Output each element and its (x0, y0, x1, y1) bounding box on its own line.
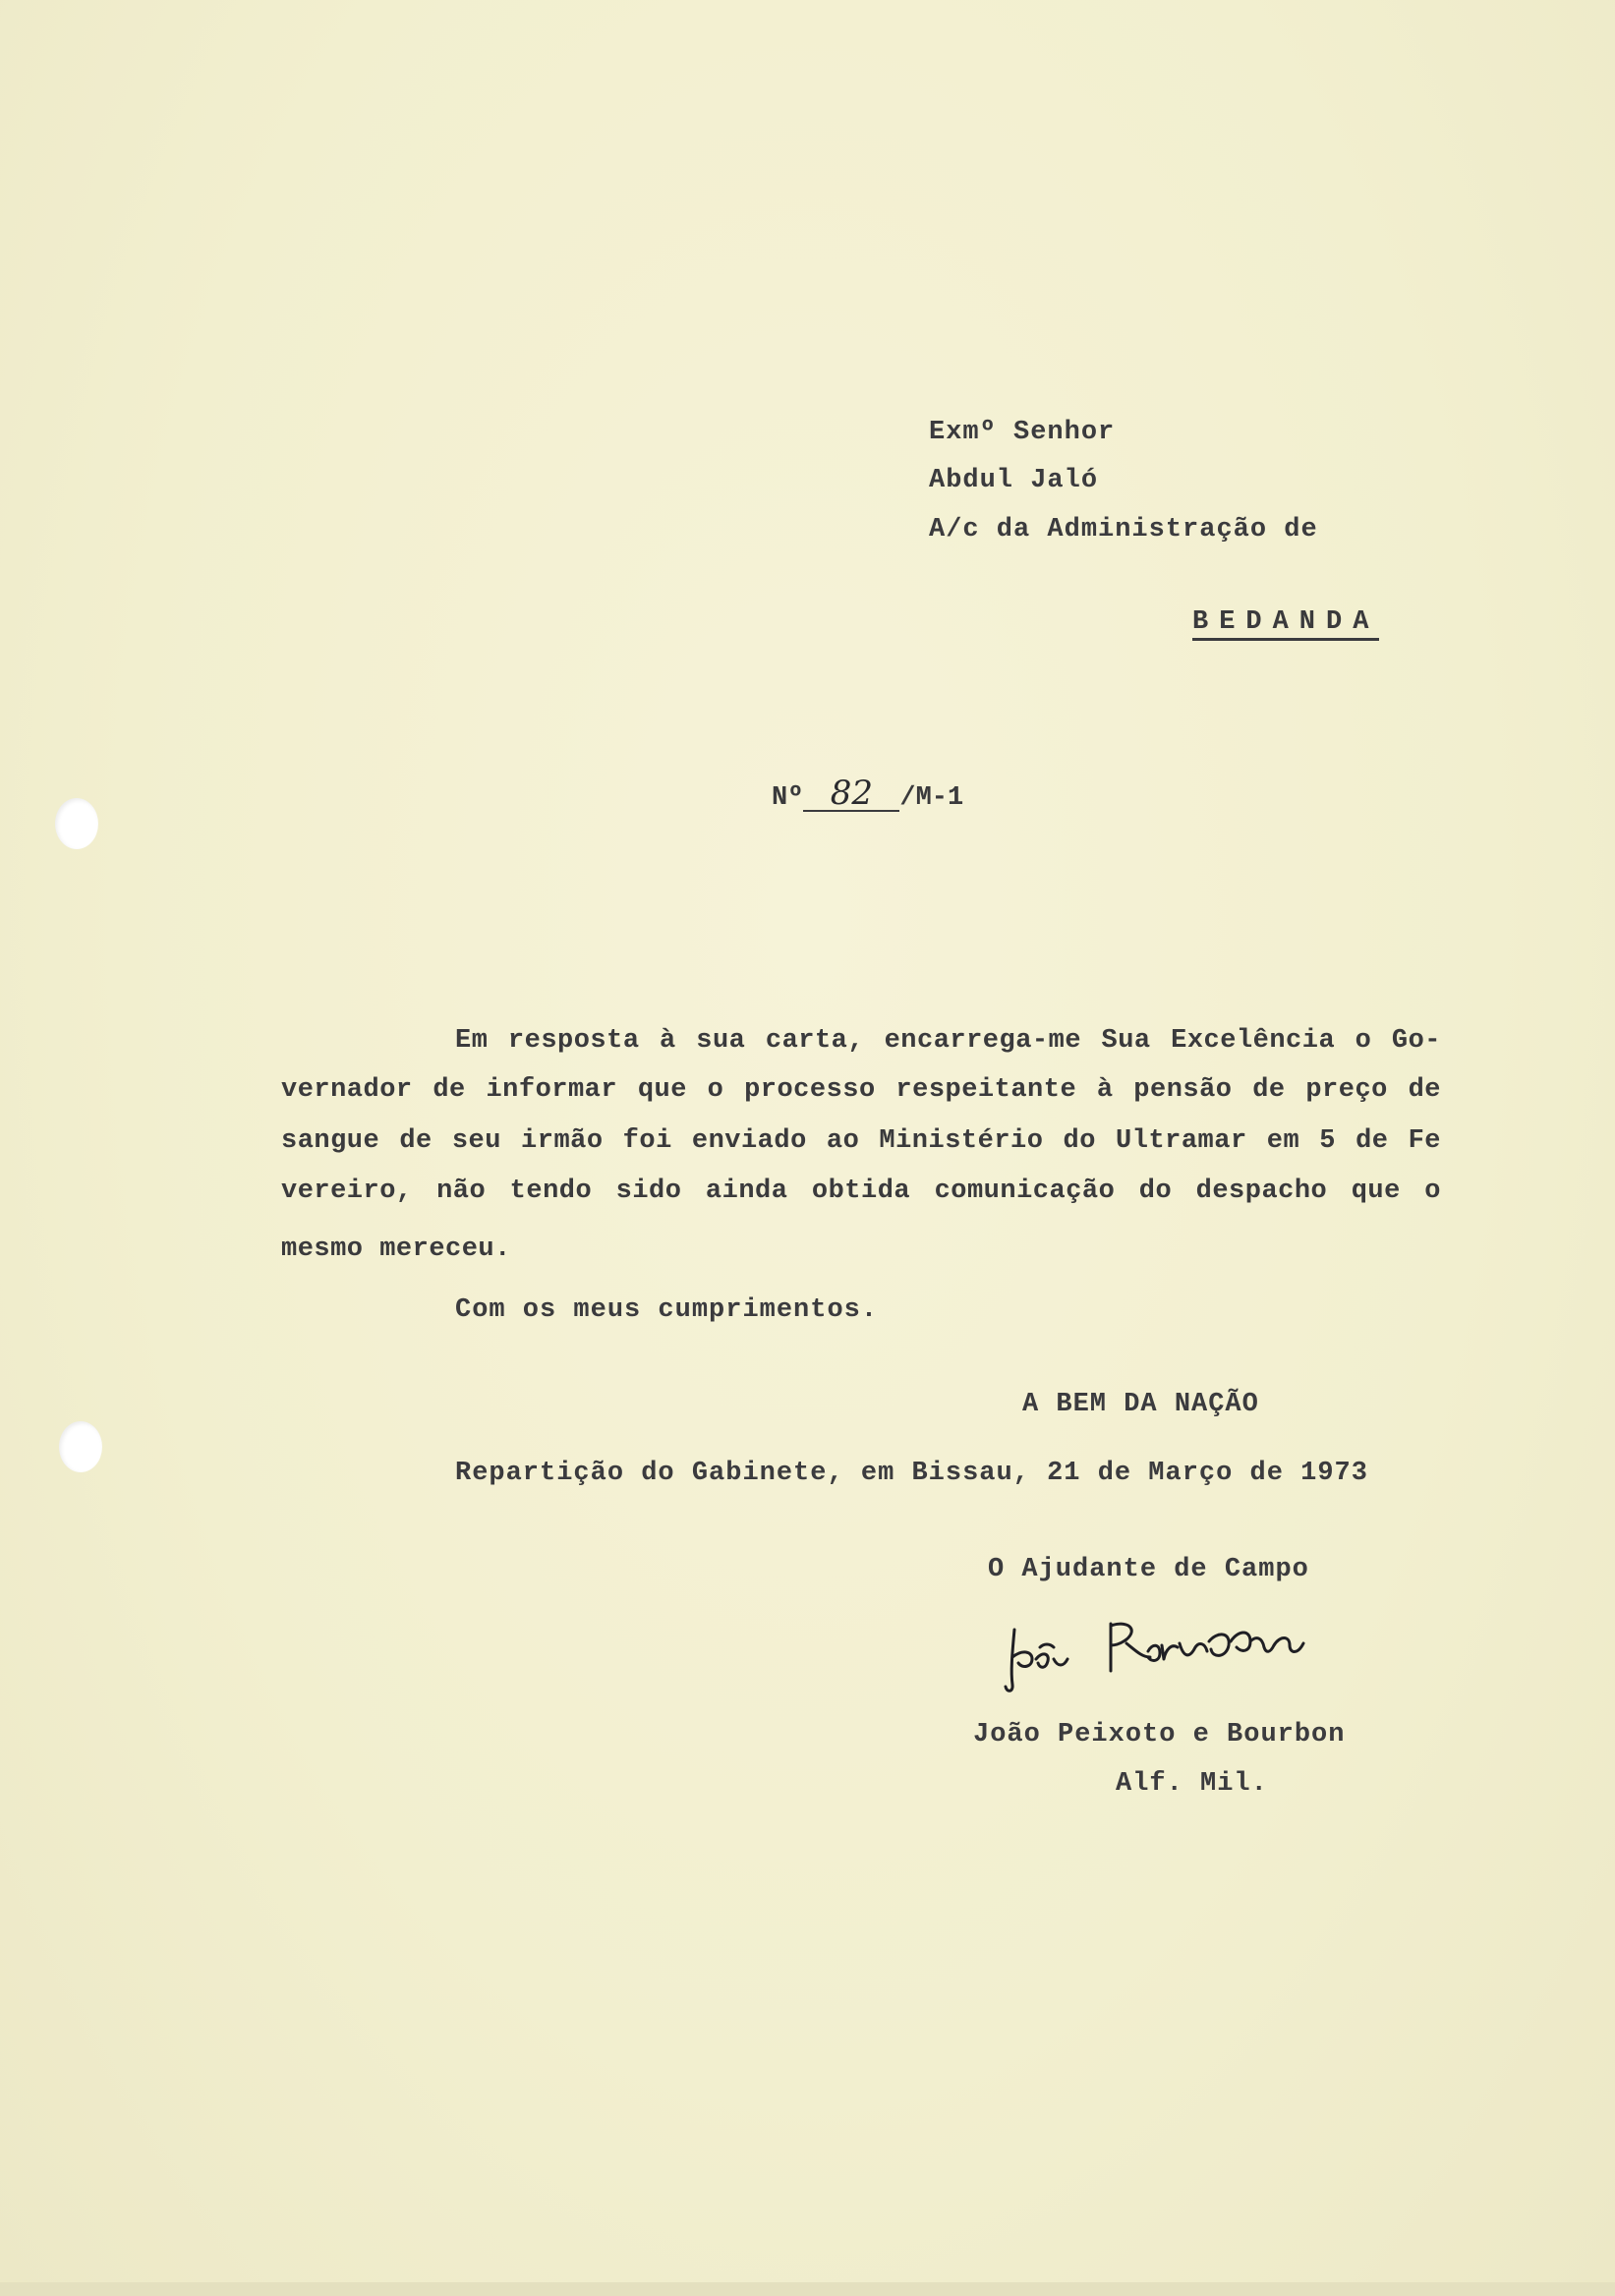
reference-handwritten-number: 82 (803, 776, 899, 812)
body-line-1 (455, 1026, 1441, 1056)
body-line-2 (281, 1075, 1441, 1105)
place-and-date: Repartição do Gabinete, em Bissau, 21 de Março de 1973 (455, 1459, 1368, 1488)
body-line-1-text: Em resposta à sua carta, encarrega-me Sua Excelência o Go- (455, 1026, 1441, 1056)
body-line-5-text: mesmo mereceu. (281, 1234, 511, 1264)
reference-number (772, 776, 963, 813)
body-line-3-text: sangue de seu irmão foi enviado ao Ministério do Ultramar em 5 de Fe (281, 1126, 1441, 1156)
recipient-city: BEDANDA (1192, 607, 1379, 641)
body-line-4-text: vereiro, não tendo sido ainda obtida comunicação do despacho que o (281, 1177, 1441, 1206)
body-line-3 (281, 1126, 1441, 1156)
signatory-name: João Peixoto e Bourbon (973, 1720, 1346, 1750)
recipient-name: Abdul Jaló (929, 466, 1099, 495)
signatory-rank: Alf. Mil. (1116, 1769, 1268, 1799)
body-line-2-text: vernador de informar que o processo respeitante à pensão de preço de (281, 1075, 1441, 1105)
punch-hole-bottom (59, 1421, 102, 1472)
body-line-4 (281, 1177, 1441, 1206)
reference-suffix: /M-1 (899, 783, 964, 813)
reference-prefix: Nº (772, 783, 804, 813)
recipient-care-of: A/c da Administração de (929, 515, 1318, 545)
signatory-role: O Ajudante de Campo (988, 1555, 1309, 1584)
handwritten-signature (1003, 1602, 1317, 1710)
motto: A BEM DA NAÇÃO (1022, 1390, 1259, 1419)
punch-hole-top (55, 798, 98, 849)
page-bottom-edge (0, 2282, 1615, 2296)
closing-line: Com os meus cumprimentos. (455, 1295, 879, 1325)
body-line-5 (281, 1234, 1441, 1264)
recipient-salutation: Exmº Senhor (929, 418, 1116, 447)
